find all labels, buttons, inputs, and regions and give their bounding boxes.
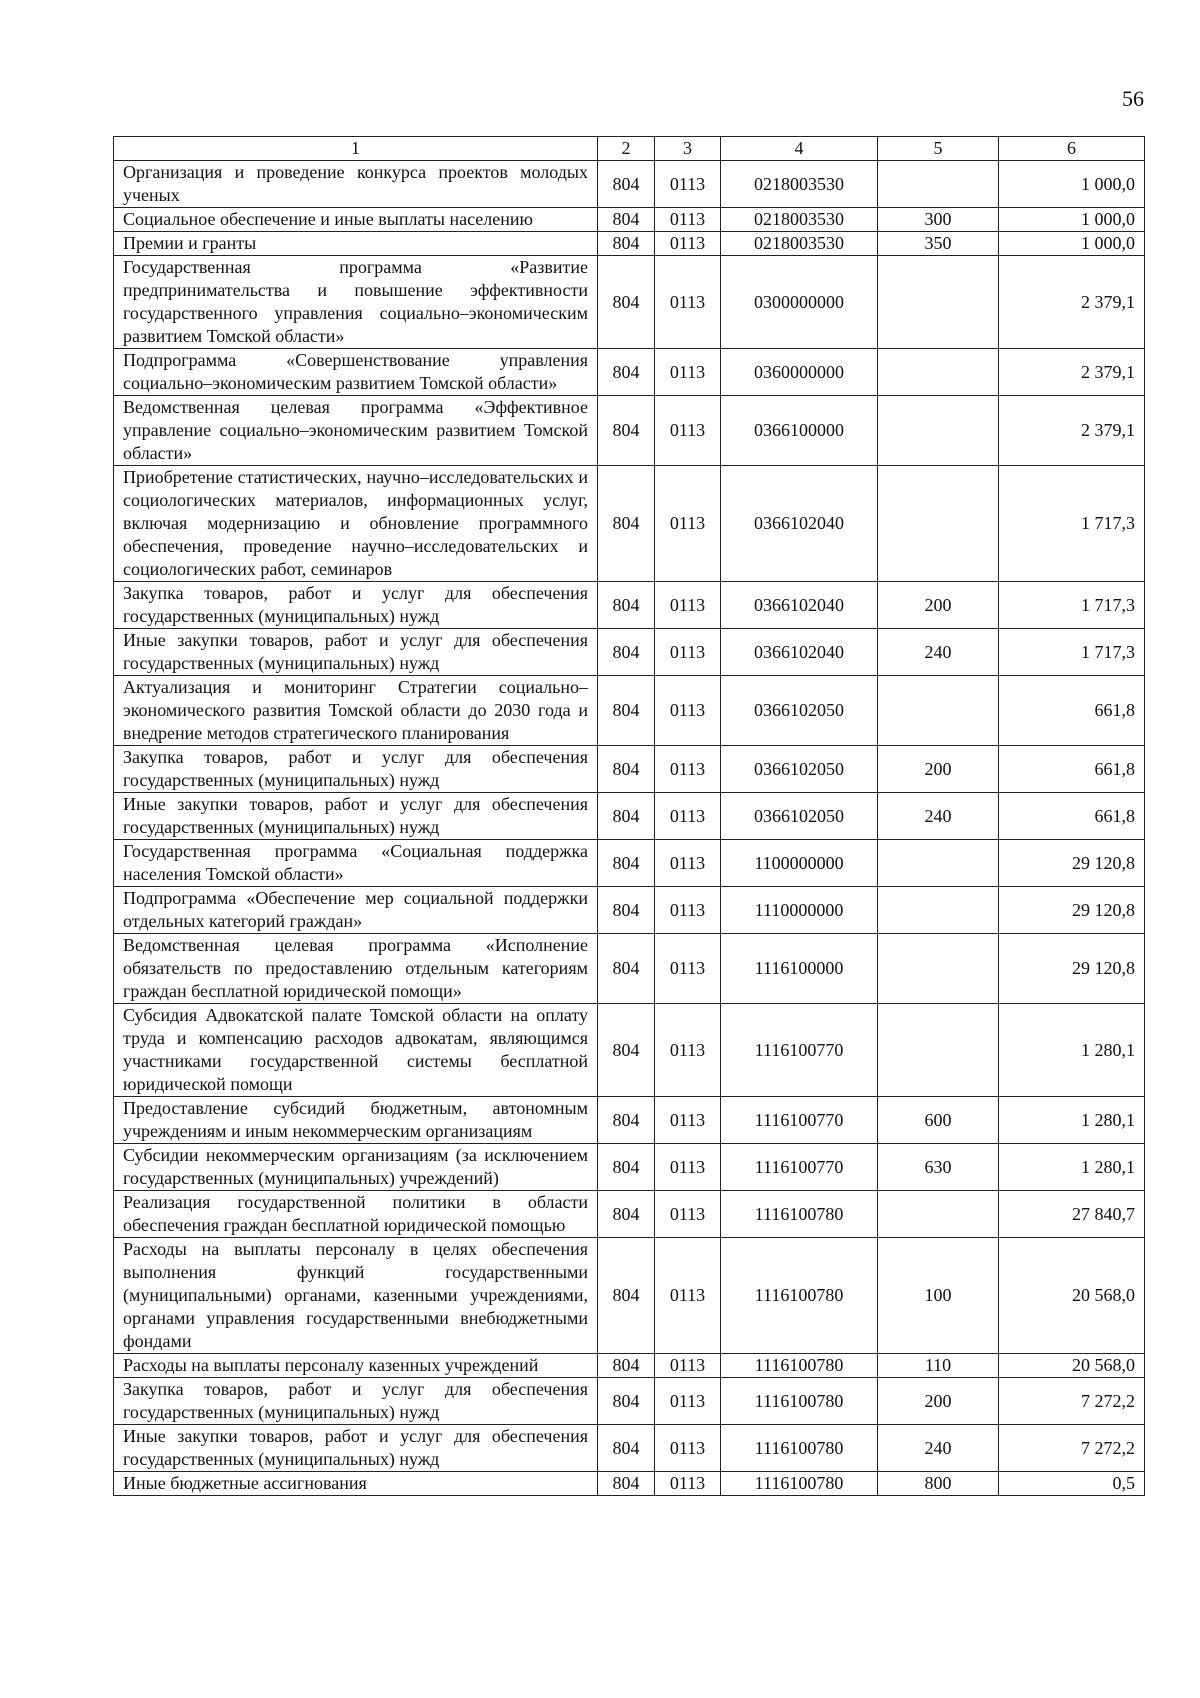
row-section-code: 0113 — [655, 582, 721, 629]
row-description: Приобретение статистических, научно–исследовательских и социологических материалов, информационных услуг, включая модернизацию и обновление программного обеспечения, проведение научно–исследовательских и социологических работ, семинаров — [114, 466, 598, 582]
row-amount: 20 568,0 — [999, 1354, 1145, 1378]
row-ministry-code: 804 — [598, 793, 655, 840]
row-ministry-code: 804 — [598, 256, 655, 349]
row-section-code: 0113 — [655, 1144, 721, 1191]
column-header: 5 — [878, 137, 999, 161]
table-row — [114, 396, 1145, 466]
row-section-code: 0113 — [655, 887, 721, 934]
table-row — [114, 466, 1145, 582]
row-description: Иные бюджетные ассигнования — [114, 1472, 598, 1496]
row-section-code: 0113 — [655, 1004, 721, 1097]
row-amount: 2 379,1 — [999, 396, 1145, 466]
row-target-article: 0218003530 — [721, 208, 878, 232]
row-expense-type: 200 — [878, 1378, 999, 1425]
row-section-code: 0113 — [655, 1378, 721, 1425]
row-section-code: 0113 — [655, 1238, 721, 1354]
row-target-article: 0366100000 — [721, 396, 878, 466]
table-row — [114, 746, 1145, 793]
row-amount: 29 120,8 — [999, 840, 1145, 887]
row-target-article: 1116100780 — [721, 1472, 878, 1496]
row-ministry-code: 804 — [598, 1144, 655, 1191]
row-ministry-code: 804 — [598, 1425, 655, 1472]
row-section-code: 0113 — [655, 466, 721, 582]
row-section-code: 0113 — [655, 349, 721, 396]
row-ministry-code: 804 — [598, 746, 655, 793]
row-section-code: 0113 — [655, 934, 721, 1004]
row-expense-type: 100 — [878, 1238, 999, 1354]
row-amount: 29 120,8 — [999, 934, 1145, 1004]
row-expense-type — [878, 396, 999, 466]
row-section-code: 0113 — [655, 840, 721, 887]
header-row — [114, 137, 1145, 161]
row-amount: 1 000,0 — [999, 208, 1145, 232]
row-ministry-code: 804 — [598, 349, 655, 396]
column-header: 6 — [999, 137, 1145, 161]
table-row — [114, 208, 1145, 232]
row-ministry-code: 804 — [598, 1097, 655, 1144]
row-description: Иные закупки товаров, работ и услуг для обеспечения государственных (муниципальных) нужд — [114, 629, 598, 676]
row-target-article: 0366102040 — [721, 466, 878, 582]
row-description: Ведомственная целевая программа «Исполнение обязательств по предоставлению отдельным категориям граждан бесплатной юридической помощи» — [114, 934, 598, 1004]
row-amount: 1 280,1 — [999, 1004, 1145, 1097]
row-section-code: 0113 — [655, 256, 721, 349]
row-amount: 1 717,3 — [999, 582, 1145, 629]
row-ministry-code: 804 — [598, 934, 655, 1004]
table-row — [114, 1354, 1145, 1378]
row-amount: 0,5 — [999, 1472, 1145, 1496]
row-description: Иные закупки товаров, работ и услуг для обеспечения государственных (муниципальных) нужд — [114, 793, 598, 840]
row-section-code: 0113 — [655, 232, 721, 256]
row-target-article: 0218003530 — [721, 161, 878, 208]
row-amount: 1 000,0 — [999, 232, 1145, 256]
row-amount: 661,8 — [999, 746, 1145, 793]
row-expense-type: 200 — [878, 746, 999, 793]
row-expense-type: 800 — [878, 1472, 999, 1496]
row-section-code: 0113 — [655, 1472, 721, 1496]
table-row — [114, 1097, 1145, 1144]
row-description: Расходы на выплаты персоналу в целях обеспечения выполнения функций государственными (муниципальными) органами, казенными учреждениями, органами управления государственными внебюджетными фондами — [114, 1238, 598, 1354]
row-target-article: 1110000000 — [721, 887, 878, 934]
row-ministry-code: 804 — [598, 676, 655, 746]
row-target-article: 1116100780 — [721, 1354, 878, 1378]
row-ministry-code: 804 — [598, 1472, 655, 1496]
row-target-article: 0366102050 — [721, 746, 878, 793]
row-target-article: 0360000000 — [721, 349, 878, 396]
row-ministry-code: 804 — [598, 466, 655, 582]
row-description: Государственная программа «Развитие предпринимательства и повышение эффективности государственного управления социально–экономическим развитием Томской области» — [114, 256, 598, 349]
row-amount: 7 272,2 — [999, 1378, 1145, 1425]
row-expense-type — [878, 1191, 999, 1238]
row-section-code: 0113 — [655, 161, 721, 208]
row-description: Иные закупки товаров, работ и услуг для обеспечения государственных (муниципальных) нужд — [114, 1425, 598, 1472]
row-amount: 661,8 — [999, 793, 1145, 840]
row-expense-type: 200 — [878, 582, 999, 629]
row-ministry-code: 804 — [598, 396, 655, 466]
row-description: Подпрограмма «Обеспечение мер социальной поддержки отдельных категорий граждан» — [114, 887, 598, 934]
table-row — [114, 232, 1145, 256]
table-row — [114, 1378, 1145, 1425]
row-expense-type: 240 — [878, 1425, 999, 1472]
row-description: Закупка товаров, работ и услуг для обеспечения государственных (муниципальных) нужд — [114, 746, 598, 793]
row-description: Закупка товаров, работ и услуг для обеспечения государственных (муниципальных) нужд — [114, 582, 598, 629]
row-expense-type: 600 — [878, 1097, 999, 1144]
row-amount: 661,8 — [999, 676, 1145, 746]
row-section-code: 0113 — [655, 396, 721, 466]
row-expense-type — [878, 887, 999, 934]
row-target-article: 1116100770 — [721, 1144, 878, 1191]
row-target-article: 1116100780 — [721, 1238, 878, 1354]
row-expense-type — [878, 1004, 999, 1097]
row-target-article: 1116100770 — [721, 1004, 878, 1097]
row-ministry-code: 804 — [598, 629, 655, 676]
table-row — [114, 840, 1145, 887]
table-row — [114, 793, 1145, 840]
row-target-article: 0300000000 — [721, 256, 878, 349]
row-target-article: 1100000000 — [721, 840, 878, 887]
row-expense-type — [878, 349, 999, 396]
row-description: Подпрограмма «Совершенствование управления социально–экономическим развитием Томской области» — [114, 349, 598, 396]
column-header: 4 — [721, 137, 878, 161]
table-row — [114, 582, 1145, 629]
row-expense-type — [878, 934, 999, 1004]
row-amount: 1 280,1 — [999, 1144, 1145, 1191]
table-row — [114, 934, 1145, 1004]
row-amount: 1 717,3 — [999, 466, 1145, 582]
row-section-code: 0113 — [655, 793, 721, 840]
row-target-article: 1116100780 — [721, 1425, 878, 1472]
row-amount: 2 379,1 — [999, 256, 1145, 349]
page-number: 56 — [1122, 86, 1144, 111]
row-section-code: 0113 — [655, 208, 721, 232]
row-expense-type — [878, 676, 999, 746]
row-amount: 1 717,3 — [999, 629, 1145, 676]
row-target-article: 0366102050 — [721, 793, 878, 840]
row-target-article: 0366102040 — [721, 629, 878, 676]
table-row — [114, 349, 1145, 396]
row-ministry-code: 804 — [598, 232, 655, 256]
row-ministry-code: 804 — [598, 1191, 655, 1238]
row-amount: 1 280,1 — [999, 1097, 1145, 1144]
row-section-code: 0113 — [655, 1191, 721, 1238]
row-target-article: 0366102050 — [721, 676, 878, 746]
row-target-article: 1116100770 — [721, 1097, 878, 1144]
row-description: Социальное обеспечение и иные выплаты населению — [114, 208, 598, 232]
row-description: Субсидия Адвокатской палате Томской области на оплату труда и компенсацию расходов адвокатам, являющимся участниками государственной системы бесплатной юридической помощи — [114, 1004, 598, 1097]
row-ministry-code: 804 — [598, 1004, 655, 1097]
row-ministry-code: 804 — [598, 840, 655, 887]
row-section-code: 0113 — [655, 1425, 721, 1472]
row-description: Организация и проведение конкурса проектов молодых ученых — [114, 161, 598, 208]
row-description: Реализация государственной политики в области обеспечения граждан бесплатной юридической помощью — [114, 1191, 598, 1238]
row-expense-type: 110 — [878, 1354, 999, 1378]
row-amount: 20 568,0 — [999, 1238, 1145, 1354]
row-ministry-code: 804 — [598, 1238, 655, 1354]
row-expense-type — [878, 466, 999, 582]
row-description: Субсидии некоммерческим организациям (за исключением государственных (муниципальных) учреждений) — [114, 1144, 598, 1191]
row-expense-type: 350 — [878, 232, 999, 256]
row-section-code: 0113 — [655, 1354, 721, 1378]
row-ministry-code: 804 — [598, 161, 655, 208]
row-ministry-code: 804 — [598, 1354, 655, 1378]
row-target-article: 1116100000 — [721, 934, 878, 1004]
row-ministry-code: 804 — [598, 887, 655, 934]
row-target-article: 0366102040 — [721, 582, 878, 629]
table-row — [114, 256, 1145, 349]
row-expense-type — [878, 161, 999, 208]
table-row — [114, 629, 1145, 676]
row-section-code: 0113 — [655, 676, 721, 746]
table-row — [114, 1191, 1145, 1238]
budget-table — [113, 136, 1145, 1496]
row-target-article: 1116100780 — [721, 1378, 878, 1425]
row-expense-type: 300 — [878, 208, 999, 232]
row-expense-type: 630 — [878, 1144, 999, 1191]
table-row — [114, 161, 1145, 208]
row-description: Ведомственная целевая программа «Эффективное управление социально–экономическим развитием Томской области» — [114, 396, 598, 466]
table-body — [114, 161, 1145, 1496]
table-row — [114, 676, 1145, 746]
row-section-code: 0113 — [655, 746, 721, 793]
table-row — [114, 1004, 1145, 1097]
table-row — [114, 1472, 1145, 1496]
row-description: Закупка товаров, работ и услуг для обеспечения государственных (муниципальных) нужд — [114, 1378, 598, 1425]
row-target-article: 1116100780 — [721, 1191, 878, 1238]
column-header: 1 — [114, 137, 598, 161]
column-header: 2 — [598, 137, 655, 161]
table-row — [114, 887, 1145, 934]
table-row — [114, 1144, 1145, 1191]
row-amount: 7 272,2 — [999, 1425, 1145, 1472]
row-expense-type — [878, 840, 999, 887]
row-target-article: 0218003530 — [721, 232, 878, 256]
row-expense-type: 240 — [878, 629, 999, 676]
row-ministry-code: 804 — [598, 1378, 655, 1425]
row-amount: 27 840,7 — [999, 1191, 1145, 1238]
row-description: Премии и гранты — [114, 232, 598, 256]
row-section-code: 0113 — [655, 629, 721, 676]
row-ministry-code: 804 — [598, 208, 655, 232]
row-description: Актуализация и мониторинг Стратегии социально–экономического развития Томской области до 2030 года и внедрение методов стратегического планирования — [114, 676, 598, 746]
row-expense-type — [878, 256, 999, 349]
row-description: Расходы на выплаты персоналу казенных учреждений — [114, 1354, 598, 1378]
row-ministry-code: 804 — [598, 582, 655, 629]
row-amount: 2 379,1 — [999, 349, 1145, 396]
row-section-code: 0113 — [655, 1097, 721, 1144]
table-row — [114, 1238, 1145, 1354]
row-description: Предоставление субсидий бюджетным, автономным учреждениям и иным некоммерческим организациям — [114, 1097, 598, 1144]
table-row — [114, 1425, 1145, 1472]
row-amount: 29 120,8 — [999, 887, 1145, 934]
column-header: 3 — [655, 137, 721, 161]
row-expense-type: 240 — [878, 793, 999, 840]
row-amount: 1 000,0 — [999, 161, 1145, 208]
row-description: Государственная программа «Социальная поддержка населения Томской области» — [114, 840, 598, 887]
